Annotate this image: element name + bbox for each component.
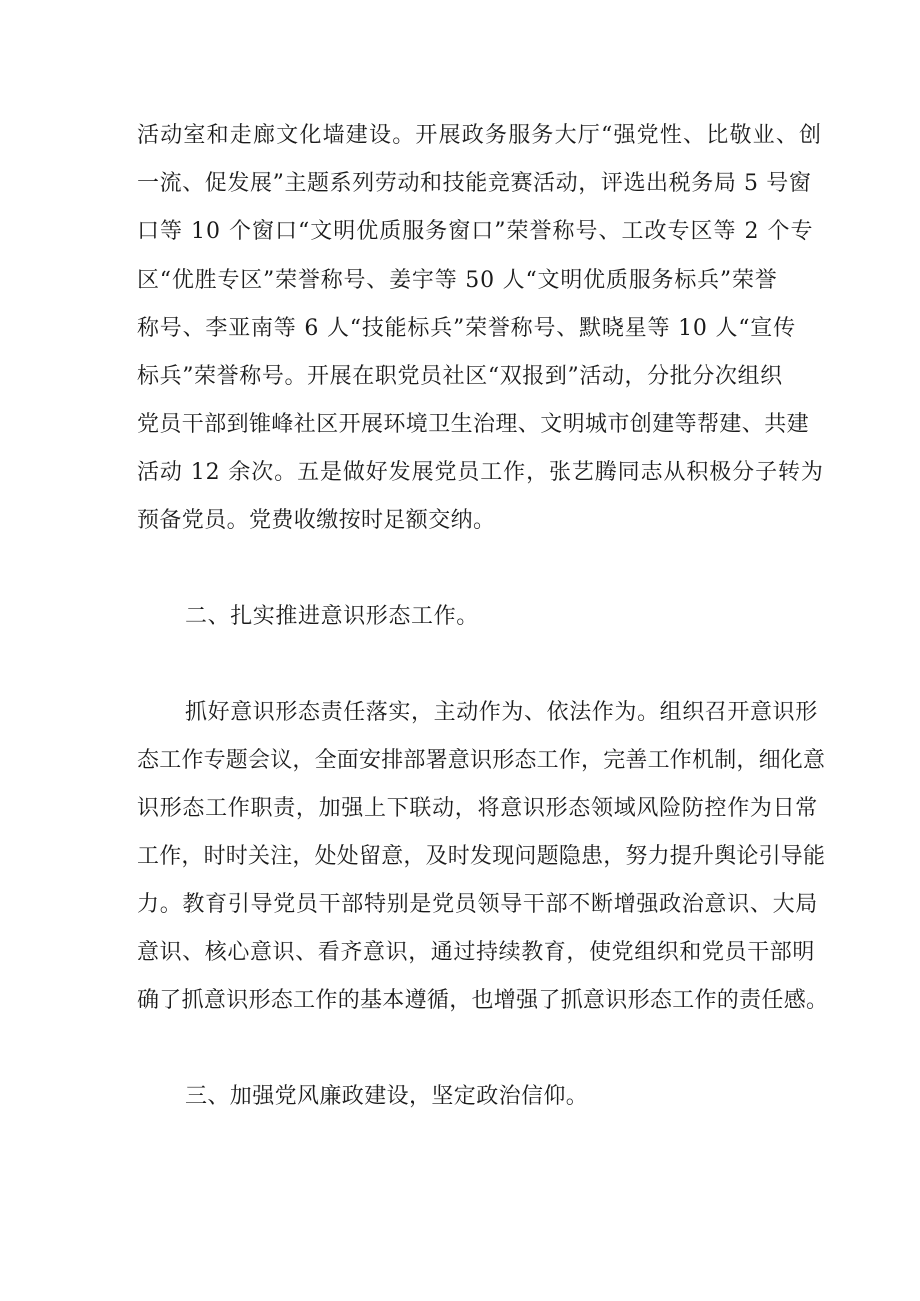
- paragraph-1-line-4: 区“优胜专区”荣誉称号、姜宇等 50 人“文明优质服务标兵”荣誉: [137, 268, 778, 293]
- paragraph-1-line-3: 口等 10 个窗口“文明优质服务窗口”荣誉称号、工改专区等 2 个专: [137, 219, 814, 244]
- section-heading-3: 三、加强党风廉政建设，坚定政治信仰。: [185, 1084, 589, 1109]
- paragraph-2-line-6: 意识、核心意识、看齐意识，通过持续教育，使党组织和党员干部明: [137, 940, 816, 965]
- paragraph-1-line-9: 预备党员。党费收缴按时足额交纳。: [137, 508, 496, 533]
- paragraph-1-line-1: 活动室和走廊文化墙建设。开展政务服务大厅“强党性、比敬业、创: [137, 123, 823, 148]
- paragraph-2-line-7: 确了抓意识形态工作的基本遵循，也增强了抓意识形态工作的责任感。: [137, 988, 829, 1013]
- paragraph-2-line-5: 力。教育引导党员干部特别是党员领导干部不断增强政治意识、大局: [137, 892, 819, 917]
- paragraph-1-line-6: 标兵”荣誉称号。开展在职党员社区“双报到”活动，分批分次组织: [137, 364, 783, 389]
- paragraph-2-line-2: 态工作专题会议，全面安排部署意识形态工作，完善工作机制，细化意: [137, 748, 826, 773]
- paragraph-1-line-2: 一流、促发展”主题系列劳动和技能竞赛活动，评选出税务局 5 号窗: [137, 171, 812, 196]
- paragraph-2-line-4: 工作，时时关注，处处留意，及时发现问题隐患，努力提升舆论引导能: [137, 844, 826, 869]
- paragraph-1-line-7: 党员干部到锥峰社区开展环境卫生治理、文明城市创建等帮建、共建: [137, 412, 810, 437]
- paragraph-1-line-5: 称号、李亚南等 6 人“技能标兵”荣誉称号、默晓星等 10 人“宣传: [137, 316, 796, 341]
- section-heading-2: 二、扎实推进意识形态工作。: [185, 604, 479, 629]
- paragraph-2-line-1: 抓好意识形态责任落实，主动作为、依法作为。组织召开意识形: [185, 700, 818, 725]
- paragraph-2-line-3: 识形态工作职责，加强上下联动，将意识形态领域风险防控作为日常: [137, 796, 819, 821]
- paragraph-1-line-8: 活动 12 余次。五是做好发展党员工作，张艺腾同志从积极分子转为: [137, 460, 824, 485]
